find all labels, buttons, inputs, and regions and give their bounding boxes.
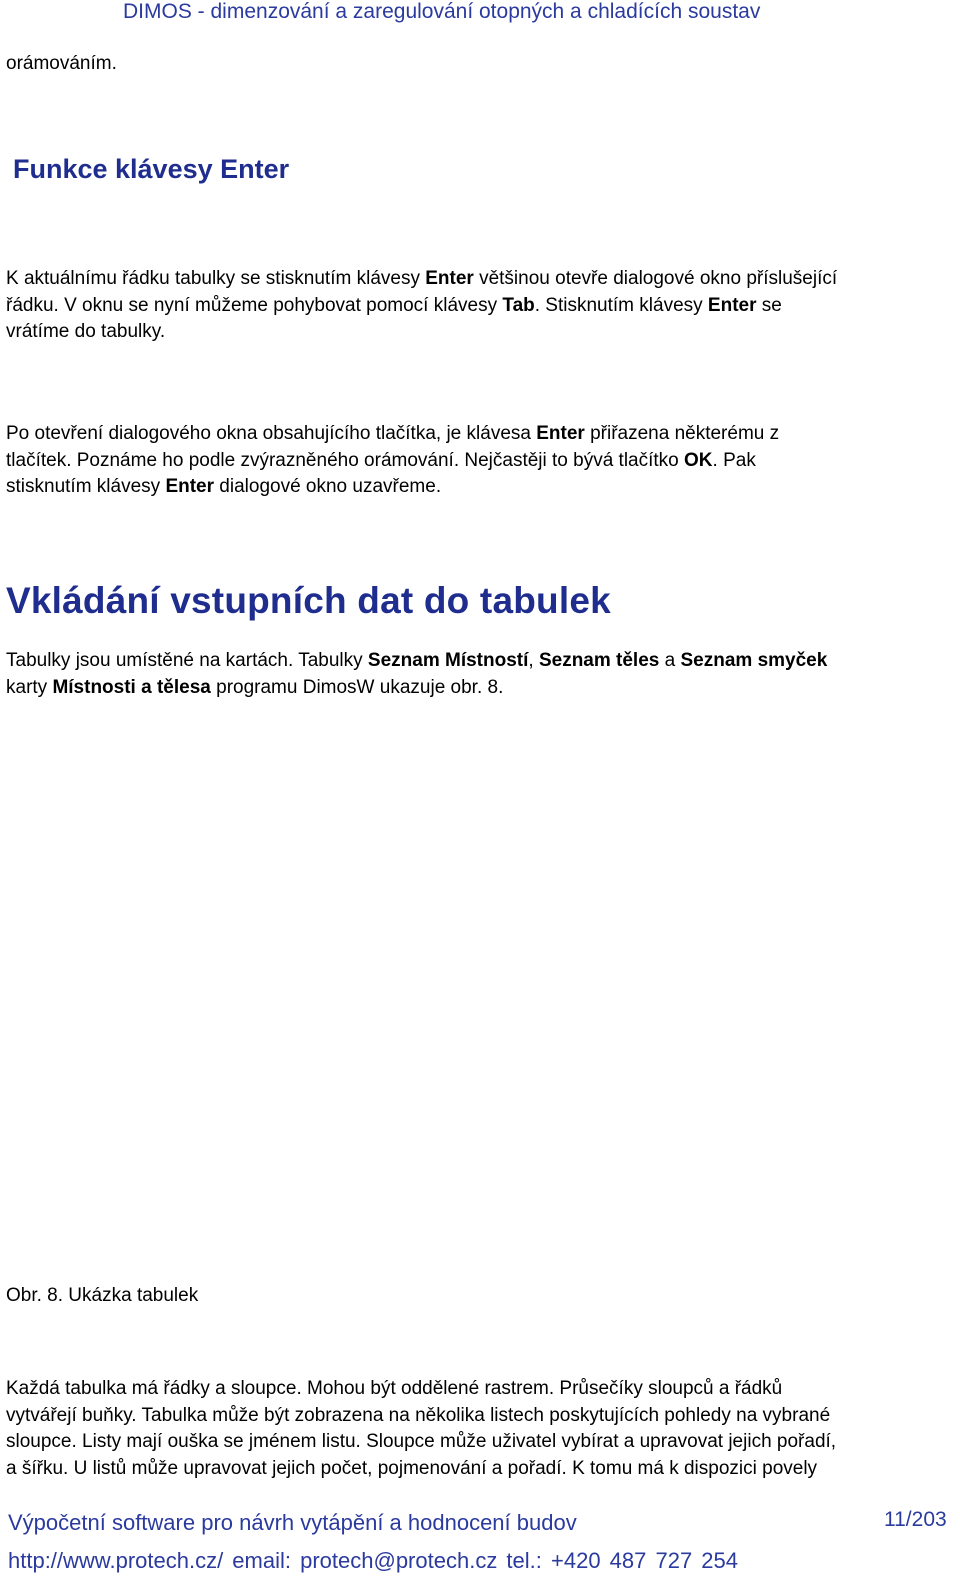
paragraph-tables-intro [6,648,960,701]
page-number: 11/203 [884,1508,947,1531]
text-line: stisknutím klávesy Enter dialogové okno uzavřeme. [6,476,442,497]
footer-contact: http://www.protech.cz/ email: protech@protech.cz tel.: +420 487 727 254 [8,1548,739,1573]
text-line: a šířku. U listů může upravovat jejich počet, pojmenování a pořadí. K tomu má k dispozici povely [6,1457,818,1479]
text-line: vytvářejí buňky. Tabulka může být zobrazena na několika listech poskytujících pohledy na vybrané [6,1404,831,1426]
footer-title: Výpočetní software pro návrh vytápění a hodnocení budov [8,1510,577,1535]
text-line: vrátíme do tabulky. [6,321,166,342]
figure-caption: Obr. 8. Ukázka tabulek [6,1285,199,1306]
paragraph-enter-key-2 [6,421,960,501]
text-line: sloupce. Listy mají ouška se jménem listu. Sloupce může uživatel vybírat a upravovat jejich pořadí, [6,1431,837,1452]
text-line: K aktuálnímu řádku tabulky se stisknutím klávesy Enter většinou otevře dialogové okno příslušející [6,268,838,289]
text-line: Tabulky jsou umístěné na kartách. Tabulky Seznam Místností, Seznam těles a Seznam smyček [6,650,828,671]
text-line: Každá tabulka má řádky a sloupce. Mohou být oddělené rastrem. Průsečíky sloupců a řádků [6,1378,783,1399]
paragraph-enter-key-1 [6,266,960,346]
text-line: tlačítek. Poznáme ho podle zvýrazněného orámování. Nejčastěji to bývá tlačítko OK. Pak [6,449,756,471]
paragraph-table-structure [6,1376,960,1482]
section-heading-input-data: Vkládání vstupních dat do tabulek [6,580,611,621]
continued-text-fragment: orámováním. [6,53,117,74]
text-line: Po otevření dialogového okna obsahujícího tlačítka, je klávesa Enter přiřazena některému z [6,423,780,444]
text-line: řádku. V oknu se nyní můžeme pohybovat pomocí klávesy Tab. Stisknutím klávesy Enter se [6,294,782,316]
document-header: DIMOS - dimenzování a zaregulování otopných a chladících soustav [123,0,761,23]
figure-placeholder [6,730,946,1260]
text-line: karty Místnosti a tělesa programu DimosW ukazuje obr. 8. [6,676,504,698]
section-heading-enter-key: Funkce klávesy Enter [13,154,290,184]
